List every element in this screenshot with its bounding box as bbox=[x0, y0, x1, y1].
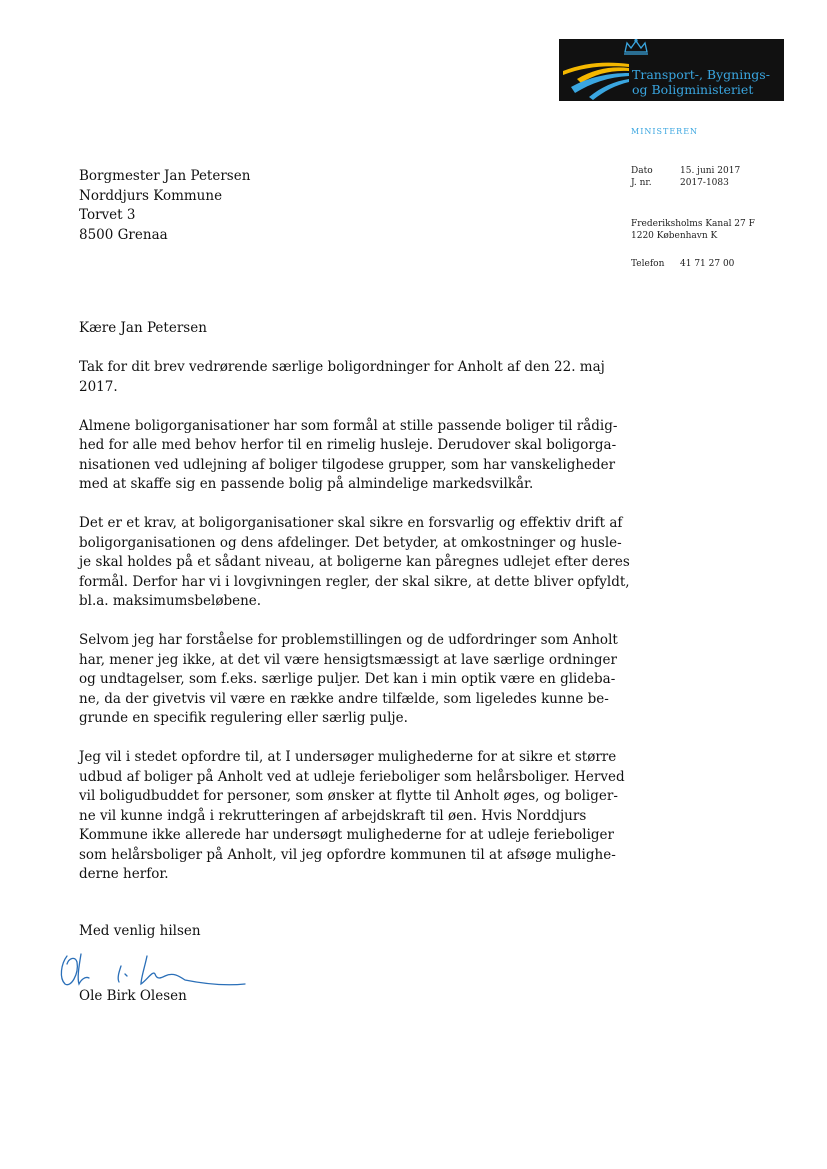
closing: Med venlig hilsen bbox=[79, 923, 201, 939]
recipient-line4: 8500 Grenaa bbox=[79, 226, 168, 243]
paragraph-1 bbox=[79, 358, 605, 397]
phone-label: Telefon bbox=[631, 259, 665, 269]
date-label: Dato bbox=[631, 166, 653, 176]
signatory-name: Ole Birk Olesen bbox=[79, 988, 187, 1004]
paragraph-line: nisationen ved udlejning af boliger tilgodese grupper, som har vanskeligheder bbox=[79, 456, 616, 473]
sender-address bbox=[631, 218, 755, 242]
address-line2: 1220 København K bbox=[631, 231, 718, 241]
paragraph-line: hed for alle med behov herfor til en rimelig husleje. Derudover skal boligorga- bbox=[79, 437, 617, 453]
paragraph-line: Det er et krav, at boligorganisationer skal sikre en forsvarlig og effektiv drift af bbox=[79, 515, 623, 531]
paragraph-line: 2017. bbox=[79, 378, 118, 395]
paragraph-line: Tak for dit brev vedrørende særlige boligordninger for Anholt af den 22. maj bbox=[79, 359, 605, 375]
paragraph-line: vil boligudbuddet for personer, som ønsker at flytte til Anholt øges, og boliger- bbox=[79, 788, 618, 804]
recipient-address bbox=[79, 167, 250, 245]
phone-value: 41 71 27 00 bbox=[680, 259, 735, 269]
paragraph-line: har, mener jeg ikke, at det vil være hensigtsmæssigt at lave særlige ordninger bbox=[79, 651, 617, 668]
paragraph-line: bl.a. maksimumsbeløbene. bbox=[79, 593, 262, 609]
date-row bbox=[631, 165, 740, 177]
paragraph-line: boligorganisationen og dens afdelinger. Det betyder, at omkostninger og husle- bbox=[79, 534, 622, 551]
letter-body bbox=[79, 319, 630, 904]
paragraph-line: Jeg vil i stedet opfordre til, at I undersøger mulighederne for at sikre et større bbox=[79, 749, 617, 765]
reference-row bbox=[631, 177, 729, 189]
date-value: 15. juni 2017 bbox=[680, 166, 741, 176]
paragraph-line: derne herfor. bbox=[79, 866, 169, 882]
paragraph-4 bbox=[79, 631, 618, 729]
paragraph-line: Kommune ikke allerede har undersøgt mulighederne for at udleje ferieboliger bbox=[79, 827, 614, 843]
recipient-line3: Torvet 3 bbox=[79, 207, 136, 223]
paragraph-line: je skal holdes på et sådant niveau, at boligerne kan påregnes udlejet efter deres bbox=[79, 554, 630, 570]
paragraph-line: Almene boligorganisationer har som formål at stille passende boliger til rådig- bbox=[79, 417, 618, 434]
recipient-line2: Norddjurs Kommune bbox=[79, 187, 223, 204]
paragraph-line: ne vil kunne indgå i rekrutteringen af arbejdskraft til øen. Hvis Norddjurs bbox=[79, 807, 587, 824]
reference-label: J. nr. bbox=[631, 178, 652, 188]
paragraph-line: udbud af boliger på Anholt ved at udleje ferieboliger som helårsboliger. Herved bbox=[79, 768, 625, 785]
logo-text-line2: og Boligministeriet bbox=[632, 82, 754, 97]
ministry-logo bbox=[559, 39, 784, 101]
address-line1: Frederiksholms Kanal 27 F bbox=[631, 219, 755, 229]
paragraph-line: formål. Derfor har vi i lovgivningen regler, der skal sikre, at dette bliver opfyldt, bbox=[79, 573, 630, 590]
paragraph-line: og undtagelser, som f.eks. særlige puljer. Det kan i min optik være en glideba- bbox=[79, 671, 616, 687]
paragraph-line: Selvom jeg har forståelse for problemstillingen og de udfordringer som Anholt bbox=[79, 632, 618, 648]
recipient-line1: Borgmester Jan Petersen bbox=[79, 168, 251, 184]
paragraph-5 bbox=[79, 748, 625, 885]
paragraph-3 bbox=[79, 514, 630, 612]
paragraph-2 bbox=[79, 417, 618, 495]
phone-row bbox=[631, 258, 734, 270]
reference-value: 2017-1083 bbox=[680, 178, 729, 188]
paragraph-line: som helårsboliger på Anholt, vil jeg opfordre kommunen til at afsøge mulighe- bbox=[79, 846, 616, 863]
paragraph-line: med at skaffe sig en passende bolig på almindelige markedsvilkår. bbox=[79, 476, 534, 492]
paragraph-line: ne, da der givetvis vil være en række andre tilfælde, som ligeledes kunne be- bbox=[79, 690, 609, 707]
logo-text-line1: Transport-, Bygnings- bbox=[632, 67, 770, 82]
salutation: Kære Jan Petersen bbox=[79, 320, 207, 336]
paragraph-line: grunde en specifik regulering eller særlig pulje. bbox=[79, 710, 408, 726]
sender-label: MINISTEREN bbox=[631, 127, 699, 136]
